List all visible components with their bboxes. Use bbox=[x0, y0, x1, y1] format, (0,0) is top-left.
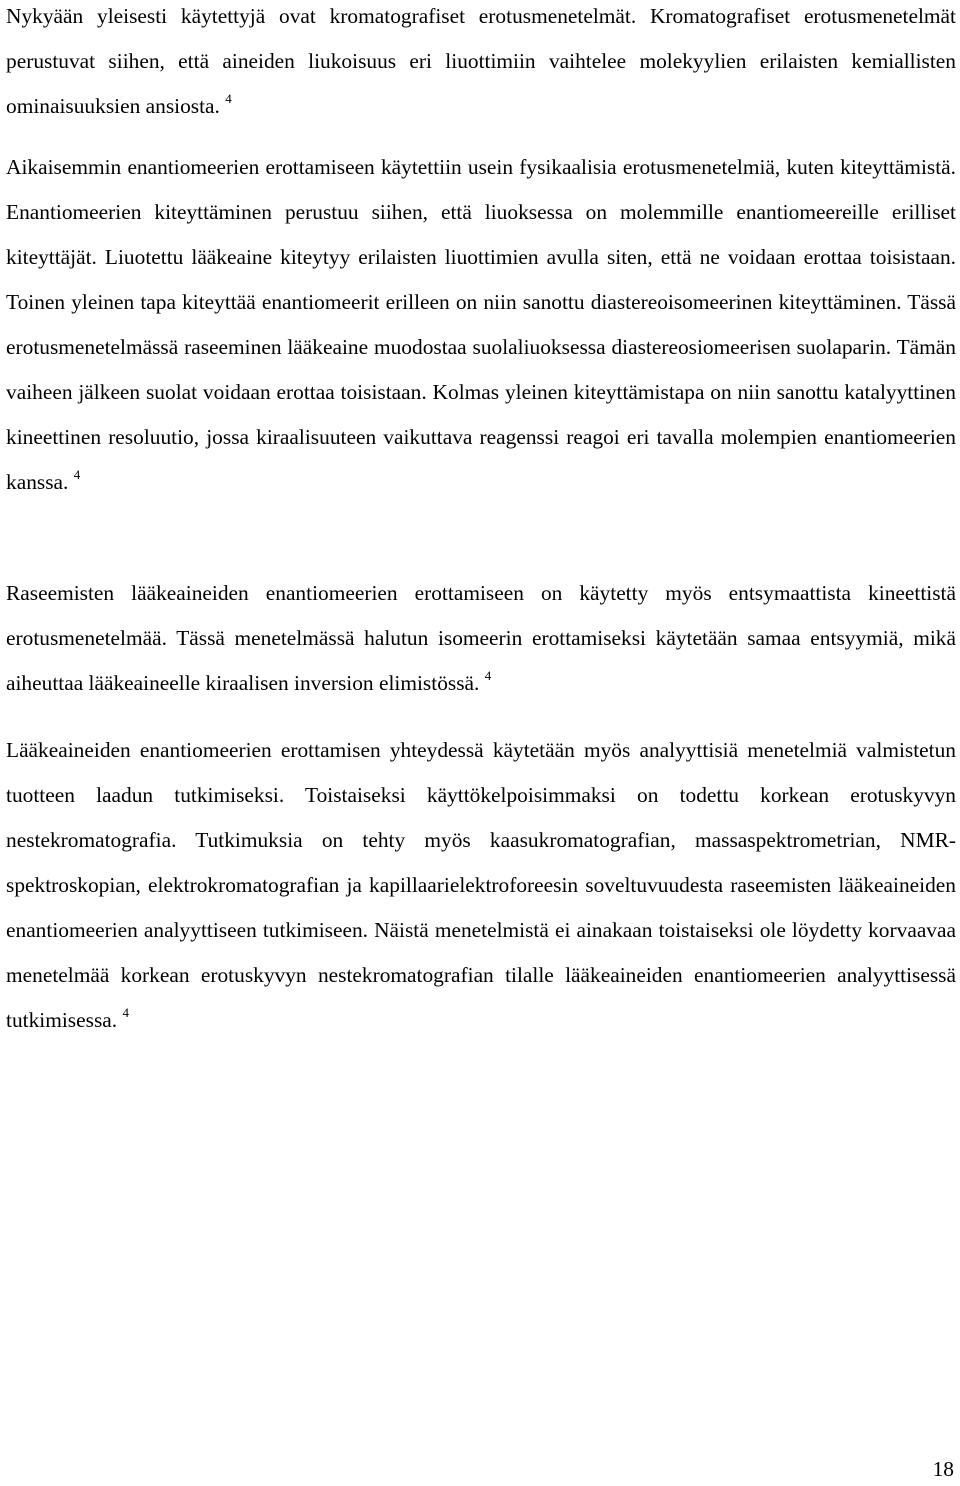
reference-marker: 4 bbox=[73, 467, 81, 482]
paragraph-analytical-methods bbox=[6, 728, 956, 1043]
reference-marker: 4 bbox=[122, 1005, 129, 1020]
page-number: 18 bbox=[932, 1457, 954, 1481]
paragraph-crystallization-methods bbox=[6, 145, 956, 505]
paragraph-text: Aikaisemmin enantiomeerien erottamiseen käytettiin usein fysikaalisia erotusmenetelmiä, kuten kiteyttämistä. Enantiomeerien kiteyttäminen perustuu siihen, että liuoksessa on molemmille enantiomeereille erilliset kiteyttäjät. Liuotettu lääkeaine kiteytyy erilaisten liuottimien avulla siten, että ne voidaan erottaa toisistaan. Toinen yleinen tapa kiteyttää enantiomeerit erilleen on niin sanottu diastereoisomeerinen kiteyttäminen. Tässä erotusmenetelmässä raseeminen lääkeaine muodostaa suolaliuoksessa diastereosiomeerisen suolaparin. Tämän vaiheen jälkeen suolat voidaan erottaa toisistaan. Kolmas yleinen kiteyttämistapa on niin sanottu katalyyttinen kineettinen resoluutio, jossa kiraalisuuteen vaikuttava reagenssi reagoi eri tavalla molempien enantiomeerien kanssa. bbox=[6, 155, 956, 494]
document-page bbox=[6, 0, 956, 1486]
paragraph-text: Raseemisten lääkeaineiden enantiomeerien erottamiseen on käytetty myös entsymaattista kineettistä erotusmenetelmää. Tässä menetelmässä halutun isomeerin erottamiseksi käytetään samaa entsyymiä, mikä aiheuttaa lääkeaineelle kiraalisen inversion elimistössä. bbox=[6, 581, 956, 695]
reference-marker: 4 bbox=[484, 668, 492, 683]
paragraph-enzymatic-separation bbox=[6, 571, 956, 706]
paragraph-text: Lääkeaineiden enantiomeerien erottamisen yhteydessä käytetään myös analyyttisiä menetelmiä valmistetun tuotteen laadun tutkimiseksi. Toistaiseksi käyttökelpoisimmaksi on todettu korkean erotuskyvyn nestekromatografia. Tutkimuksia on tehty myös kaasukromatografian, massaspektrometrian, NMR-spektroskopian, elektrokromatografian ja kapillaarielektroforeesin soveltuvuudesta raseemisten lääkeaineiden enantiomeerien analyyttiseen tutkimiseen. Näistä menetelmistä ei ainakaan toistaiseksi ole löydetty korvaavaa menetelmää korkean erotuskyvyn nestekromatografian tilalle lääkeaineiden enantiomeerien analyyttisessä tutkimisessa. bbox=[6, 738, 956, 1032]
paragraph-chromatographic-methods bbox=[6, 0, 956, 129]
paragraph-text: Nykyään yleisesti käytettyjä ovat kromatografiset erotusmenetelmät. Kromatografiset erotusmenetelmät perustuvat siihen, että aineiden liukoisuus eri liuottimiin vaihtelee molekyylien erilaisten kemiallisten ominaisuuksien ansiosta. bbox=[6, 4, 956, 118]
reference-marker: 4 bbox=[225, 91, 232, 106]
